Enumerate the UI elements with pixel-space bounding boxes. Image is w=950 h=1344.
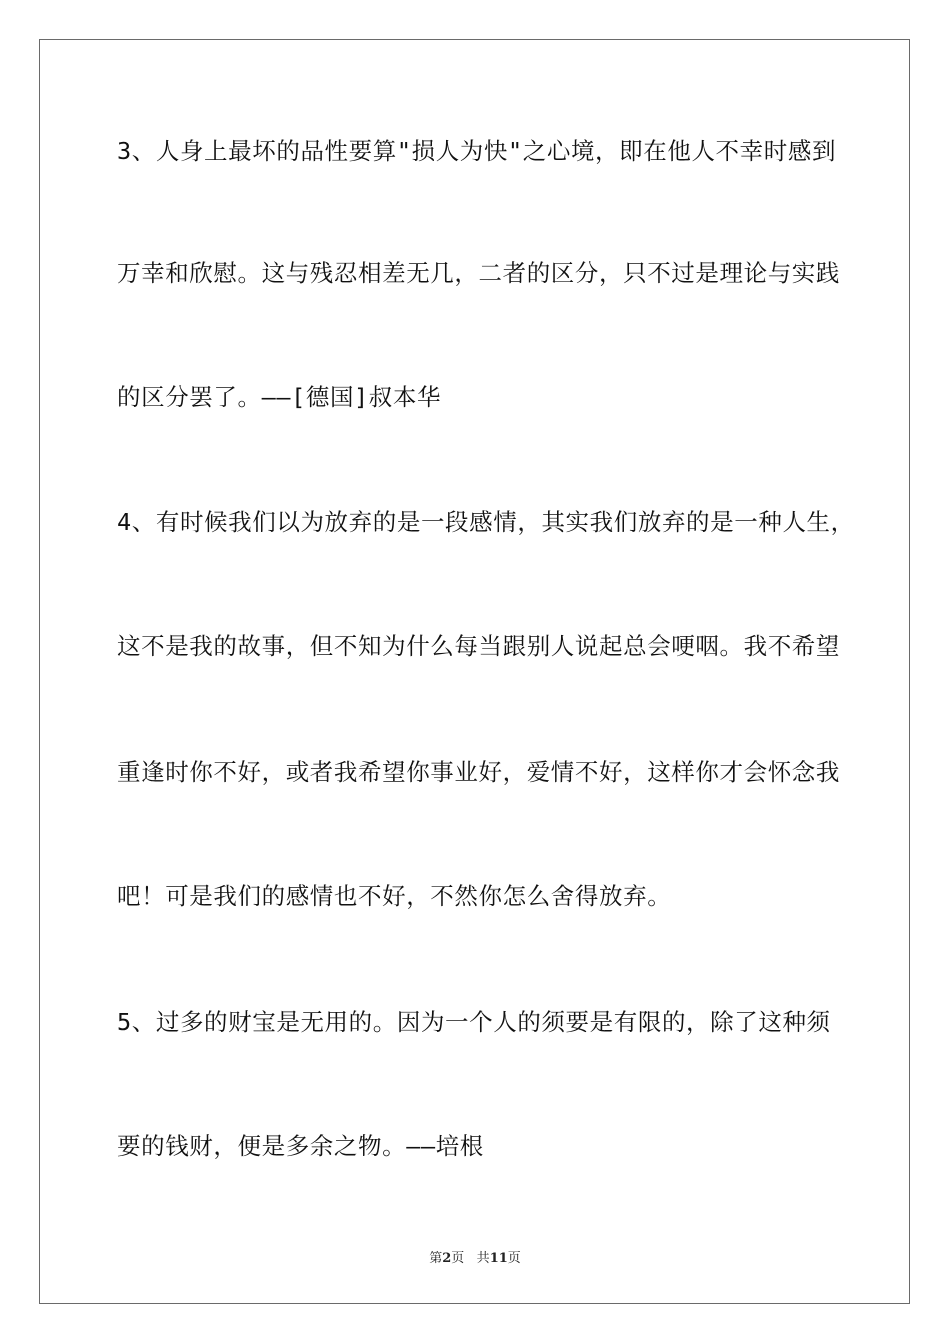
text-line-3: 的区分罢了。——[德国]叔本华 (117, 383, 442, 411)
footer-total-prefix: 共 (476, 1251, 490, 1266)
text-line-7: 吧！可是我们的感情也不好，不然你怎么舍得放弃。 (117, 882, 672, 910)
text-line-1: 3、人身上最坏的品性要算"损人为快"之心境，即在他人不幸时感到 (117, 137, 837, 165)
text-line-2: 万幸和欣慰。这与残忍相差无几，二者的区分，只不过是理论与实践 (117, 259, 840, 287)
footer-total-suffix: 页 (507, 1251, 521, 1266)
text-line-5: 这不是我的故事，但不知为什么每当跟别人说起总会哽咽。我不希望 (117, 632, 840, 660)
footer-total-pages: 11 (489, 1251, 508, 1266)
footer-page-suffix: 页 (451, 1251, 465, 1266)
page-frame (39, 39, 910, 1304)
footer-prefix: 第 (429, 1251, 443, 1266)
text-line-8: 5、过多的财宝是无用的。因为一个人的须要是有限的，除了这种须 (117, 1008, 831, 1036)
footer-current-page: 2 (442, 1251, 452, 1266)
text-line-6: 重逢时你不好，或者我希望你事业好，爱情不好，这样你才会怀念我 (117, 758, 840, 786)
page-footer (0, 1247, 950, 1266)
text-line-4: 4、有时候我们以为放弃的是一段感情，其实我们放弃的是一种人生， (117, 508, 855, 536)
text-line-9: 要的钱财，便是多余之物。——培根 (117, 1132, 484, 1160)
